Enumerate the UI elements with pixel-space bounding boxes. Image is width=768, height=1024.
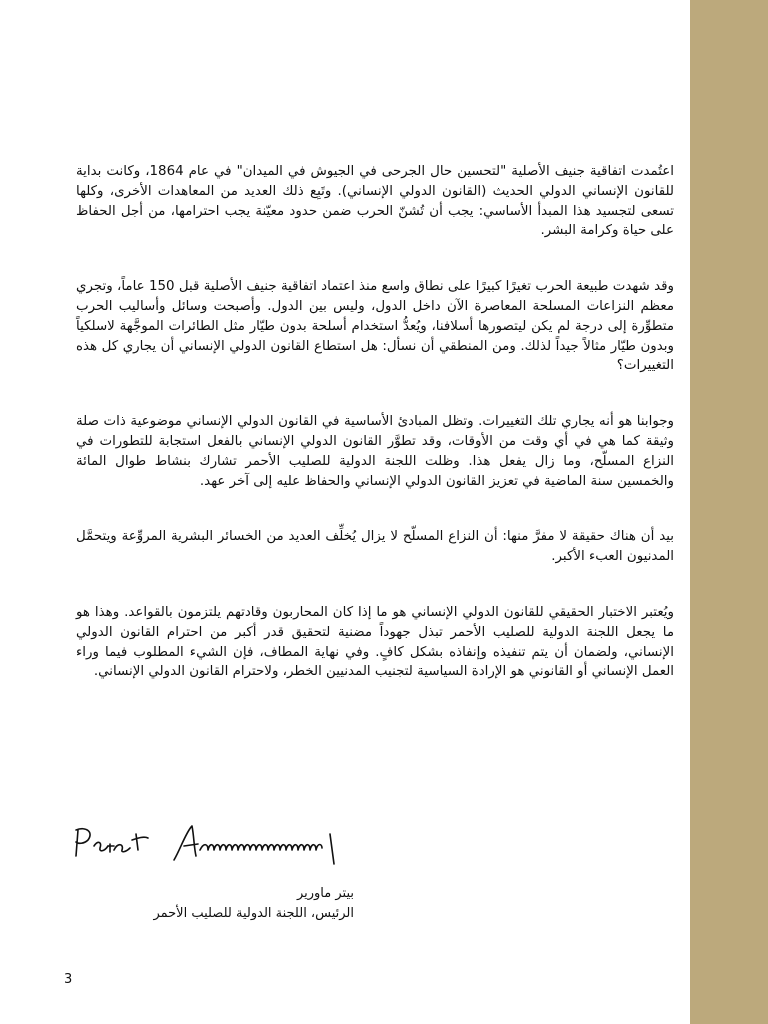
paragraph-2: وقد شهدت طبيعة الحرب تغيرًا كبيرًا على نطاق واسع منذ اعتماد اتفاقية جنيف الأصلية قبل 150 عاماً، وتجري معظم النزاعات المسلحة المعاصرة الآن داخل الدول، وليس بين الدول. وأصبحت وسائل وأساليب الحرب متطوِّرة إلى درجة لم يكن ليتصورها أسلافنا، ويُعدُّ استخدام أسلحة بدون طيّار مثل الطائرات الموجَّهة لاسلكياً وبدون طيّار مثالاً جيداً لذلك. ومن المنطقي أن نسأل: هل استطاع القانون الدولي الإنساني أن يجاري كل هذه التغييرات؟	[76, 279, 674, 374]
handwritten-signature	[72, 820, 354, 870]
decorative-side-band	[690, 0, 768, 1024]
paragraph-4: بيد أن هناك حقيقة لا مفرَّ منها: أن النزاع المسلّح لا يزال يُخلِّف العديد من الخسائر البشرية المروِّعة ويتحمَّل المدنيون العبء الأكبر.	[76, 529, 674, 565]
paragraph-1: اعتُمدت اتفاقية جنيف الأصلية "لتحسين حال الجرحى في الجيوش في الميدان" في عام 1864، وكانت بداية للقانون الإنساني الدولي الحديث (القانون الدولي الإنساني). وتَبِع ذلك العديد من المعاهدات الأخرى، وكلها تسعى لتجسيد هذا المبدأ الأساسي: يجب أن تُشنّ الحرب ضمن حدود معيّنة يجب احترامها، من أجل الحفاظ على حياة وكرامة البشر.	[76, 164, 674, 239]
signatory-name: بيتر ماورير	[296, 886, 354, 901]
letter-body	[76, 162, 674, 718]
paragraph-5: ويُعتبر الاختبار الحقيقي للقانون الدولي الإنساني هو ما إذا كان المحاربون وقادتهم يلتزمون بالقواعد. وهذا هو ما يجعل اللجنة الدولية للصليب الأحمر تبذل جهوداً مضنية لتحقيق قدر أكبر من احترام القانون الدولي الإنساني، ولضمان أن يتم تنفيذه وإنفاذه بشكل كافٍ. وفي نهاية المطاف، فإن الشيء المطلوب فيما وراء العمل الإنساني أو القانوني هو الإرادة السياسية لتجنيب المدنيين الخطر، ولاحترام القانون الدولي الإنساني.	[76, 604, 674, 680]
signatory-title: الرئيس، اللجنة الدولية للصليب الأحمر	[153, 906, 354, 921]
paragraph-3: وجوابنا هو أنه يجاري تلك التغييرات. وتظل المبادئ الأساسية في القانون الدولي الإنساني موضوعية ذات صلة وثيقة كما هي في أي وقت من الأوقات، وقد تطوَّر القانون الدولي الإنساني بالفعل استجابة للتطورات في النزاع المسلّح، وما زال يفعل هذا. وظلت اللجنة الدولية للصليب الأحمر تشارك بنشاط طوال المائة والخمسين سنة الماضية في تعزيز القانون الدولي الإنساني والحفاظ عليه إلى آخر عهد.	[76, 414, 674, 489]
page-number: 3	[64, 972, 73, 987]
